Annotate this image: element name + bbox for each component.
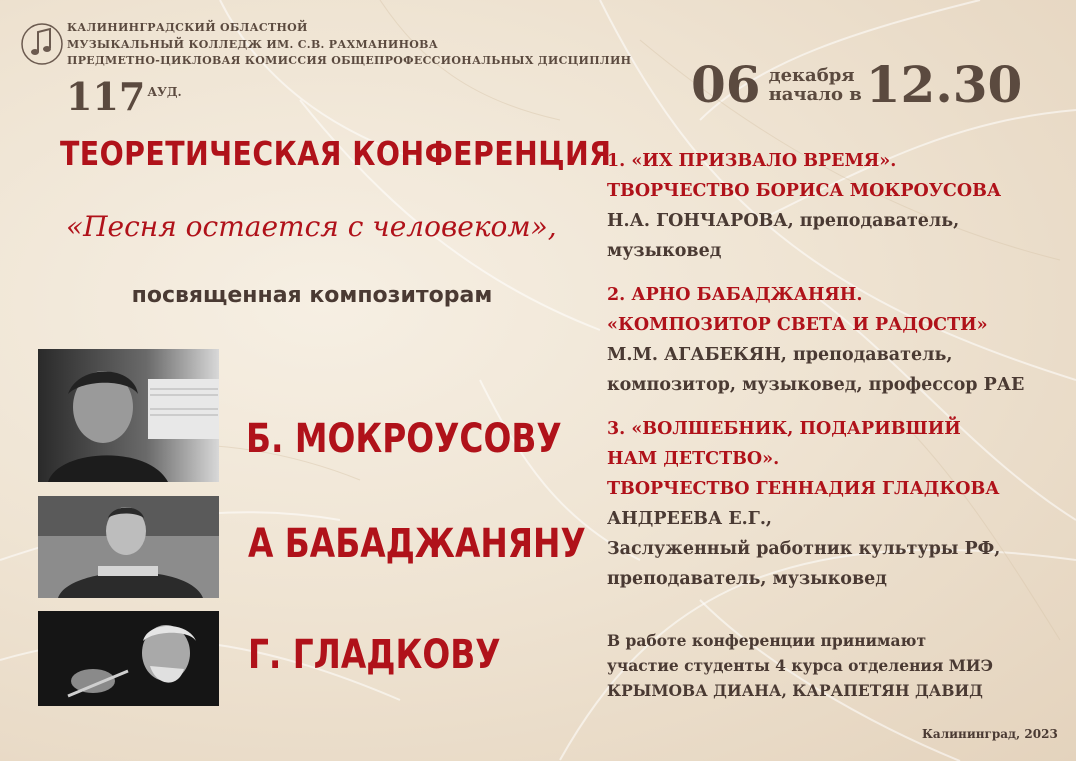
event-date (691, 55, 1022, 115)
room-number (66, 74, 182, 119)
date-time: 12.30 (865, 55, 1023, 114)
program-item-title-line: ТВОРЧЕСТВО ГЕННАДИЯ ГЛАДКОВА (607, 479, 1000, 499)
program-item-speaker-line: Заслуженный работник культуры РФ, (607, 539, 1001, 559)
institution-line-2: МУЗЫКАЛЬНЫЙ КОЛЛЕДЖ ИМ. С.В. РАХМАНИНОВА (67, 37, 439, 51)
program-item-speaker-line: АНДРЕЕВА Е.Г., (607, 509, 773, 529)
conference-subtitle: «Песня остается с человеком», (66, 210, 557, 243)
students-line-1: В работе конференции принимают (607, 631, 927, 650)
composer-name-3: Г. ГЛАДКОВУ (248, 632, 501, 678)
institution-line-1: КАЛИНИНГРАДСКИЙ ОБЛАСТНОЙ (67, 21, 308, 34)
program-item-title-line: 3. «ВОЛШЕБНИК, ПОДАРИВШИЙ (607, 419, 961, 439)
program-item-speaker-line: Н.А. ГОНЧАРОВА, преподаватель, (607, 211, 960, 231)
date-month: декабря (768, 65, 855, 86)
program-list (607, 146, 1057, 594)
composer-name-1: Б. МОКРОУСОВУ (246, 416, 562, 462)
program-item-title-line: 2. АРНО БАБАДЖАНЯН. (607, 285, 863, 305)
students-note (607, 628, 1047, 703)
program-item-2 (607, 280, 1057, 400)
date-day: 06 (691, 55, 761, 114)
room-suffix: АУД. (147, 85, 182, 99)
composer-name-2: А БАБАДЖАНЯНУ (248, 521, 586, 567)
music-note-logo-icon (20, 22, 64, 66)
students-line-3: КРЫМОВА ДИАНА, КАРАПЕТЯН ДАВИД (607, 681, 983, 700)
start-label: начало в (768, 84, 862, 105)
program-item-3 (607, 414, 1057, 594)
conference-title: ТЕОРЕТИЧЕСКАЯ КОНФЕРЕНЦИЯ (60, 134, 612, 173)
program-item-speaker-line: композитор, музыковед, профессор РАЕ (607, 375, 1025, 395)
composer-photo-gladkov (38, 611, 219, 706)
room-number-value: 117 (66, 74, 146, 119)
composer-photo-mokrousov (38, 349, 219, 482)
program-item-title-line: НАМ ДЕТСТВО». (607, 449, 780, 469)
program-item-title-line: 1. «ИХ ПРИЗВАЛО ВРЕМЯ». (607, 151, 897, 171)
program-item-title-line: «КОМПОЗИТОР СВЕТА И РАДОСТИ» (607, 315, 988, 335)
program-item-speaker-line: преподаватель, музыковед (607, 569, 887, 589)
students-line-2: участие студенты 4 курса отделения МИЭ (607, 656, 993, 675)
program-item-speaker-line: музыковед (607, 241, 722, 261)
dedication-text: посвященная композиторам (131, 283, 493, 308)
institution-header (67, 20, 631, 70)
footer-city-year: Калининград, 2023 (922, 727, 1058, 741)
program-item-speaker-line: М.М. АГАБЕКЯН, преподаватель, (607, 345, 953, 365)
program-item-1 (607, 146, 1057, 266)
program-item-title-line: ТВОРЧЕСТВО БОРИСА МОКРОУСОВА (607, 181, 1002, 201)
institution-line-3: ПРЕДМЕТНО-ЦИКЛОВАЯ КОМИССИЯ ОБЩЕПРОФЕССИОНАЛЬНЫХ ДИСЦИПЛИН (67, 54, 632, 67)
composer-photo-babadzhanyan (38, 496, 219, 598)
date-labels (769, 66, 862, 104)
